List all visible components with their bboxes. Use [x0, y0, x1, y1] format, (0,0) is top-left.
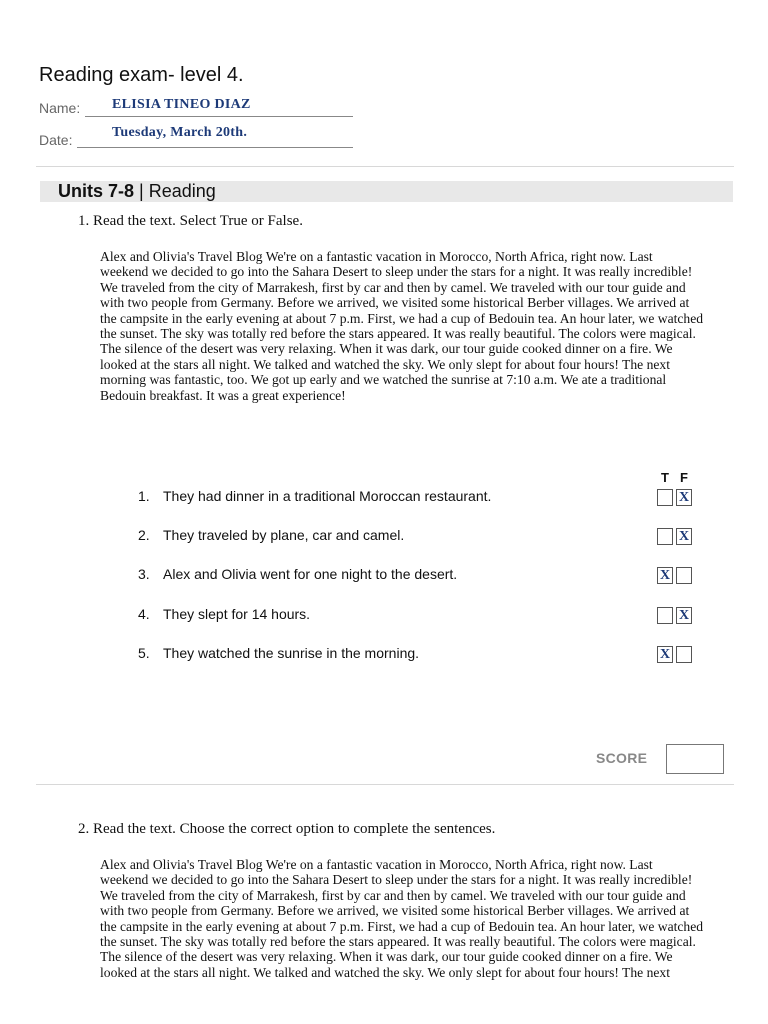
- passage-line: looked at the stars all night. We talked and watched the sky. We only slept for about four hours! The next: [100, 964, 670, 980]
- question-number: 4.: [138, 606, 150, 622]
- question-text: They slept for 14 hours.: [163, 606, 311, 622]
- passage-line: We traveled from the city of Marrakesh, first by car and then by camel. We traveled with our tour guide and: [100, 887, 686, 903]
- false-checkbox[interactable]: X: [676, 489, 692, 506]
- passage-line: with two people from Germany. Before we arrived, we visited some historical Berber villages. We arrived at: [100, 903, 690, 919]
- question-text: They watched the sunrise in the morning.: [163, 645, 420, 661]
- true-checkbox[interactable]: X: [657, 567, 673, 584]
- name-field[interactable]: ELISIA TINEO DIAZ: [112, 97, 251, 112]
- true-checkbox[interactable]: [657, 489, 673, 506]
- passage-line: We traveled from the city of Marrakesh, first by car and then by camel. We traveled with our tour guide and: [100, 279, 686, 295]
- divider: [36, 166, 734, 167]
- passage-line: morning was fantastic, too. We got up early and we watched the sunrise at 7:10 a.m. We ate a traditional: [100, 372, 667, 388]
- exercise-2-passage: [100, 857, 736, 980]
- divider: [36, 784, 734, 785]
- passage-line: weekend we decided to go into the Sahara Desert to sleep under the stars for a night. It was really incredible!: [100, 872, 693, 888]
- true-checkbox[interactable]: X: [657, 646, 673, 663]
- section-title: [58, 179, 216, 203]
- date-label: Date:: [39, 132, 73, 148]
- section-title-rest: Reading: [148, 181, 216, 201]
- false-checkbox[interactable]: [676, 646, 692, 663]
- passage-line: Bedouin breakfast. It was a great experience!: [100, 387, 346, 403]
- true-column-header: T: [661, 470, 669, 485]
- exercise-2-instruction: 2. Read the text. Choose the correct option to complete the sentences.: [78, 821, 496, 837]
- name-field-line: [85, 116, 353, 117]
- question-text: They had dinner in a traditional Moroccan restaurant.: [163, 488, 492, 504]
- section-title-separator: |: [134, 181, 149, 201]
- section-title-bold: Units 7-8: [58, 181, 135, 201]
- passage-line: the campsite in the early evening at about 7 p.m. First, we had a cup of Bedouin tea. An hour later, we watched: [100, 310, 704, 326]
- exercise-1-instruction: 1. Read the text. Select True or False.: [78, 213, 303, 229]
- false-column-header: F: [680, 470, 688, 485]
- question-text: They traveled by plane, car and camel.: [163, 527, 405, 543]
- question-number: 2.: [138, 527, 150, 543]
- question-number: 3.: [138, 566, 150, 582]
- question-text: Alex and Olivia went for one night to the desert.: [163, 566, 458, 582]
- score-label: SCORE: [596, 750, 648, 766]
- question-number: 1.: [138, 488, 150, 504]
- false-checkbox[interactable]: X: [676, 528, 692, 545]
- question-number: 5.: [138, 645, 150, 661]
- passage-line: weekend we decided to go into the Sahara Desert to sleep under the stars for a night. It was really incredible!: [100, 264, 693, 280]
- date-field-line: [77, 147, 353, 148]
- passage-line: the campsite in the early evening at about 7 p.m. First, we had a cup of Bedouin tea. An hour later, we watched: [100, 918, 704, 934]
- passage-line: The silence of the desert was very relaxing. When it was dark, our tour guide cooked dinner on a fire. We: [100, 949, 673, 965]
- false-checkbox[interactable]: [676, 567, 692, 584]
- passage-line: looked at the stars all night. We talked and watched the sky. We only slept for about four hours! The next: [100, 356, 670, 372]
- exam-title: Reading exam- level 4.: [39, 64, 244, 86]
- passage-line: the sunset. The sky was totally red before the stars appeared. It was really beautiful. The colors were magical.: [100, 326, 696, 342]
- passage-line: Alex and Olivia's Travel Blog We're on a fantastic vacation in Morocco, North Africa, right now. Last: [100, 857, 653, 872]
- true-checkbox[interactable]: [657, 528, 673, 545]
- passage-line: The silence of the desert was very relaxing. When it was dark, our tour guide cooked dinner on a fire. We: [100, 341, 673, 357]
- passage-line: Alex and Olivia's Travel Blog We're on a fantastic vacation in Morocco, North Africa, right now. Last: [100, 249, 653, 264]
- date-field[interactable]: Tuesday, March 20th.: [112, 125, 248, 140]
- passage-line: the sunset. The sky was totally red before the stars appeared. It was really beautiful. The colors were magical.: [100, 934, 696, 950]
- passage-line: with two people from Germany. Before we arrived, we visited some historical Berber villages. We arrived at: [100, 295, 690, 311]
- score-input[interactable]: [666, 744, 724, 774]
- exercise-1-passage: [100, 249, 736, 403]
- false-checkbox[interactable]: X: [676, 607, 692, 624]
- true-checkbox[interactable]: [657, 607, 673, 624]
- name-label: Name:: [39, 100, 81, 116]
